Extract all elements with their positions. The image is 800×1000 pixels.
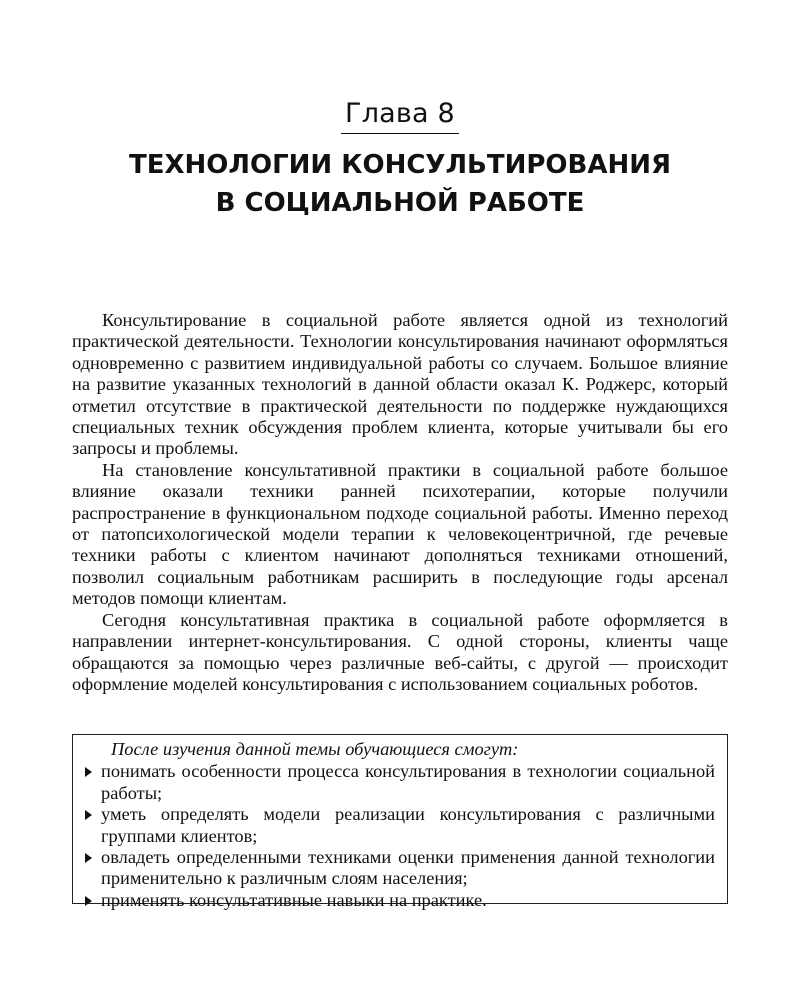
goal-text: применять консультативные навыки на практике.	[101, 889, 487, 910]
triangle-bullet-icon	[85, 767, 92, 777]
learning-goals-heading: После изучения данной темы обучающиеся смогут:	[111, 739, 519, 759]
list-item	[85, 847, 715, 890]
chapter-title-line-1: ТЕХНОЛОГИИ КОНСУЛЬТИРОВАНИЯ	[128, 150, 672, 180]
learning-goals-box	[72, 734, 728, 910]
list-item	[85, 761, 715, 804]
body-text	[72, 310, 728, 695]
chapter-title-line-2: В СОЦИАЛЬНОЙ РАБОТЕ	[215, 188, 585, 218]
triangle-bullet-icon	[85, 810, 92, 820]
list-item	[85, 804, 715, 847]
paragraph-1: Консультирование в социальной работе является одной из технологий практической деятельности. Технологии консультирования начинают оформляться одновременно с развитием индивидуальной работы со случаем. Большое влияние на развитие указанных технологий в данной области оказал К. Роджерс, который отметил отсутствие в практической деятельности по поддержке нуждающихся специальных техник обсуждения проблем клиента, которые учитывали бы его запросы и проблемы.	[72, 310, 728, 459]
list-item	[85, 890, 715, 911]
triangle-bullet-icon	[85, 896, 92, 906]
triangle-bullet-icon	[85, 853, 92, 863]
chapter-number: Глава 8	[341, 98, 459, 134]
chapter-label	[0, 98, 800, 134]
goal-text: понимать особенности процесса консультирования в технологии социальной работы;	[101, 761, 715, 803]
chapter-title	[0, 146, 800, 222]
goal-text: овладеть определенными техниками оценки применения данной технологии применительно к различным слоям населения;	[101, 847, 715, 889]
paragraph-3: Сегодня консультативная практика в социальной работе оформляется в направлении интернет-консультирования. С одной стороны, клиенты чаще обращаются за помощью через различные веб-сайты, с другой — происходит оформление моделей консультирования с использованием социальных роботов.	[72, 609, 728, 694]
learning-goals-list	[85, 761, 715, 911]
goal-text: уметь определять модели реализации консультирования с различными группами клиентов;	[101, 804, 715, 846]
paragraph-2: На становление консультативной практики в социальной работе большое влияние оказали техники ранней психотерапии, которые получили распространение в функциональном подходе социальной работы. Именно переход от патопсихологической модели терапии к человекоцентричной, где речевые техники работы с клиентом начинают дополняться техниками отношений, позволил социальным работникам расширить в последующие годы арсенал методов помощи клиентам.	[72, 459, 728, 609]
